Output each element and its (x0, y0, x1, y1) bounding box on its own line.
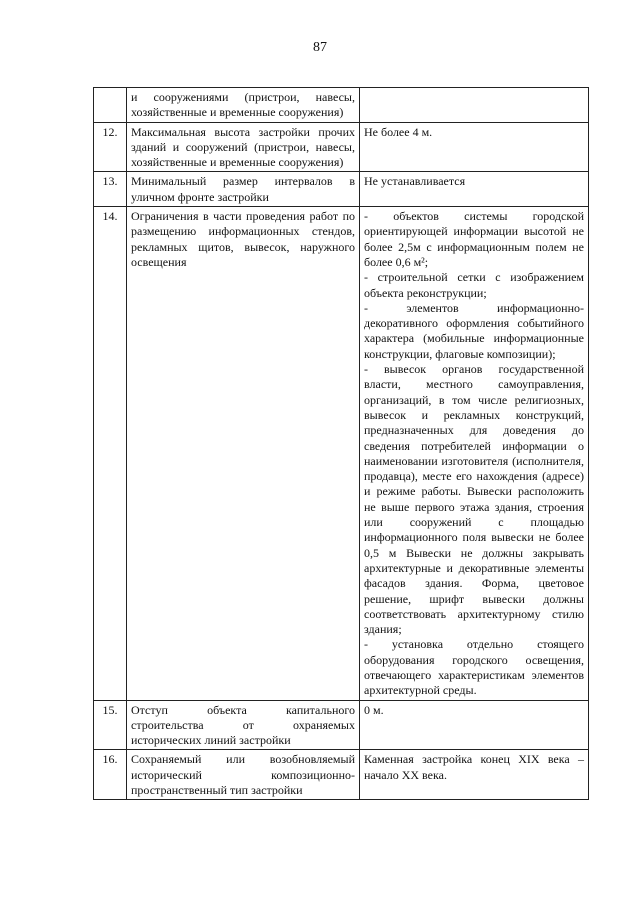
value-item: - объектов системы городской ориентирующей информации высотой не более 2,5м с информационным полем не более 0,6 м²; (364, 209, 584, 269)
row-value-list (360, 207, 589, 701)
row-parameter: Ограничения в части проведения работ по размещению информационных стендов, рекламных щитов, вывесок, наружного освещения (127, 207, 360, 701)
row-number: 15. (94, 700, 127, 750)
row-parameter: Минимальный размер интервалов в уличном фронте застройки (127, 172, 360, 207)
row-value (360, 88, 589, 123)
table-row (94, 88, 589, 123)
value-item: - элементов информационно-декоративного оформления событийного характера (мобильные информационные конструкции, флаговые композиции); (364, 300, 584, 361)
row-value: 0 м. (360, 700, 589, 750)
value-item: - установка отдельно стоящего оборудования городского освещения, отвечающего характеристикам элементов архитектурной среды. (364, 637, 584, 698)
row-number (94, 88, 127, 123)
row-parameter: Сохраняемый или возобновляемый исторический композиционно-пространственный тип застройки (127, 750, 360, 800)
table-row (94, 207, 589, 701)
table-row (94, 750, 589, 800)
row-value: Не устанавливается (360, 172, 589, 207)
row-parameter: Отступ объекта капитального строительства от охраняемых исторических линий застройки (127, 700, 360, 750)
regulations-table (93, 87, 589, 800)
page-number: 87 (313, 40, 327, 55)
row-number: 13. (94, 172, 127, 207)
table-row (94, 122, 589, 172)
row-number: 16. (94, 750, 127, 800)
row-number: 14. (94, 207, 127, 701)
value-item: - вывесок органов государственной власти, местного самоуправления, организаций, в том числе религиозных, вывесок и рекламных конструкций, предназначенных для доведения до сведения потребителей информации о наименовании изготовителя (исполнителя, продавца), месте его нахождения (адресе) и режиме работы. Вывески расположить не выше первого этажа здания, строения или сооружений с площадью информационного поля вывески не более 0,5 м Вывески не должны закрывать архитектурные и декоративные элементы фасадов здания. Форма, цветовое решение, шрифт вывески должны соответствовать архитектурному стилю здания; (364, 362, 584, 637)
table-row (94, 172, 589, 207)
value-item: - строительной сетки с изображением объекта реконструкции; (364, 270, 584, 300)
table-row (94, 700, 589, 750)
row-parameter: и сооружениями (пристрои, навесы, хозяйственные и временные сооружения) (127, 88, 360, 123)
row-value: Не более 4 м. (360, 122, 589, 172)
row-number: 12. (94, 122, 127, 172)
row-value: Каменная застройка конец XIX века – начало XX века. (360, 750, 589, 800)
row-parameter: Максимальная высота застройки прочих зданий и сооружений (пристрои, навесы, хозяйственные и временные сооружения) (127, 122, 360, 172)
